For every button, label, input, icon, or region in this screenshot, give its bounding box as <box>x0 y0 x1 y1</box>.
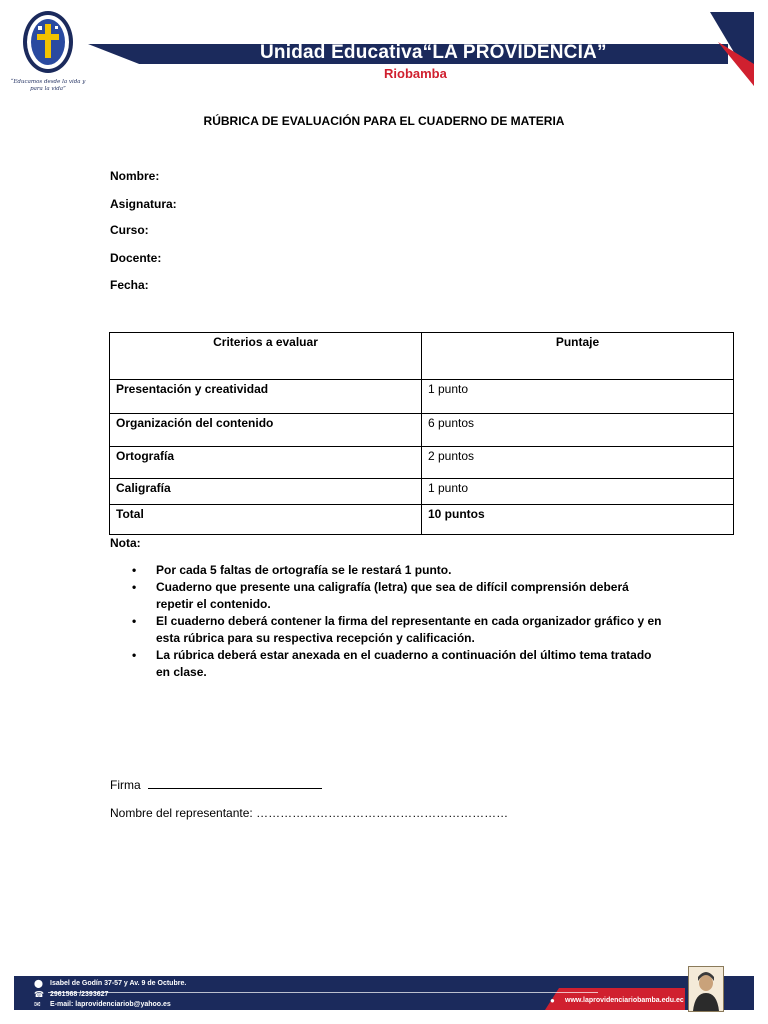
school-city: Riobamba <box>384 66 447 81</box>
email-icon: ✉ <box>34 1000 41 1009</box>
nota-item: • La rúbrica deberá estar anexada en el cuaderno a continuación del último tema tratado en clase. <box>132 648 652 679</box>
criterion-cell: Caligrafía <box>110 479 422 505</box>
table-row <box>110 380 734 414</box>
field-curso: Curso: <box>110 223 149 237</box>
web-globe-icon: ● <box>550 996 555 1005</box>
phone-icon: ☎ <box>34 990 44 999</box>
location-pin-icon: ⬤ <box>34 979 43 988</box>
table-row <box>110 447 734 479</box>
representative-name-label: Nombre del representante: ……………………………………………………… <box>110 806 509 820</box>
signature-line <box>148 788 322 789</box>
score-cell: 6 puntos <box>422 414 734 447</box>
school-name: Unidad Educativa“LA PROVIDENCIA” <box>260 42 607 63</box>
field-docente: Docente: <box>110 251 162 265</box>
school-crest-logo <box>22 10 74 74</box>
total-score-cell: 10 puntos <box>422 505 734 535</box>
criterion-cell: Presentación y creatividad <box>110 380 422 414</box>
footer-address: Isabel de Godín 37-57 y Av. 9 de Octubre. <box>50 980 187 987</box>
footer-phone: 2961568 /2393627 <box>50 991 109 998</box>
table-row <box>110 414 734 447</box>
table-row <box>110 479 734 505</box>
footer-website: www.laprovidenciariobamba.edu.ec <box>565 997 684 1004</box>
nota-item: • Por cada 5 faltas de ortografía se le restará 1 punto. <box>132 563 452 577</box>
score-cell: 2 puntos <box>422 447 734 479</box>
founder-portrait-image <box>688 966 724 1012</box>
score-cell: 1 punto <box>422 479 734 505</box>
criterion-cell: Ortografía <box>110 447 422 479</box>
rubric-table <box>109 332 734 535</box>
criterion-cell: Organización del contenido <box>110 414 422 447</box>
nota-list <box>128 562 668 681</box>
nota-item: • Cuaderno que presente una caligrafía (letra) que sea de difícil comprensión deberá repetir el contenido. <box>132 580 629 611</box>
field-asignatura: Asignatura: <box>110 197 177 211</box>
header-puntaje: Puntaje <box>422 333 734 380</box>
bullet-icon: • <box>132 614 137 628</box>
table-header-row <box>110 333 734 380</box>
nota-label: Nota: <box>110 536 141 550</box>
bullet-icon: • <box>132 648 137 662</box>
header-corner-decoration <box>708 12 756 88</box>
nota-item: • El cuaderno deberá contener la firma del representante en cada organizador gráfico y en esta rúbrica para su respectiva recepción y calificación. <box>132 614 662 645</box>
school-motto: “Educamos desde la vida y para la vida” <box>10 79 86 92</box>
field-nombre: Nombre: <box>110 169 160 183</box>
field-fecha: Fecha: <box>110 278 149 292</box>
total-label-cell: Total <box>110 505 422 535</box>
firma-label: Firma <box>110 778 141 792</box>
bullet-icon: • <box>132 563 137 577</box>
header-criterios: Criterios a evaluar <box>110 333 422 380</box>
score-cell: 1 punto <box>422 380 734 414</box>
bullet-icon: • <box>132 580 137 594</box>
footer-divider <box>48 992 598 993</box>
footer-email: E-mail: laprovidenciariob@yahoo.es <box>50 1001 171 1008</box>
table-row-total <box>110 505 734 535</box>
document-title: RÚBRICA DE EVALUACIÓN PARA EL CUADERNO DE MATERIA <box>203 114 565 128</box>
